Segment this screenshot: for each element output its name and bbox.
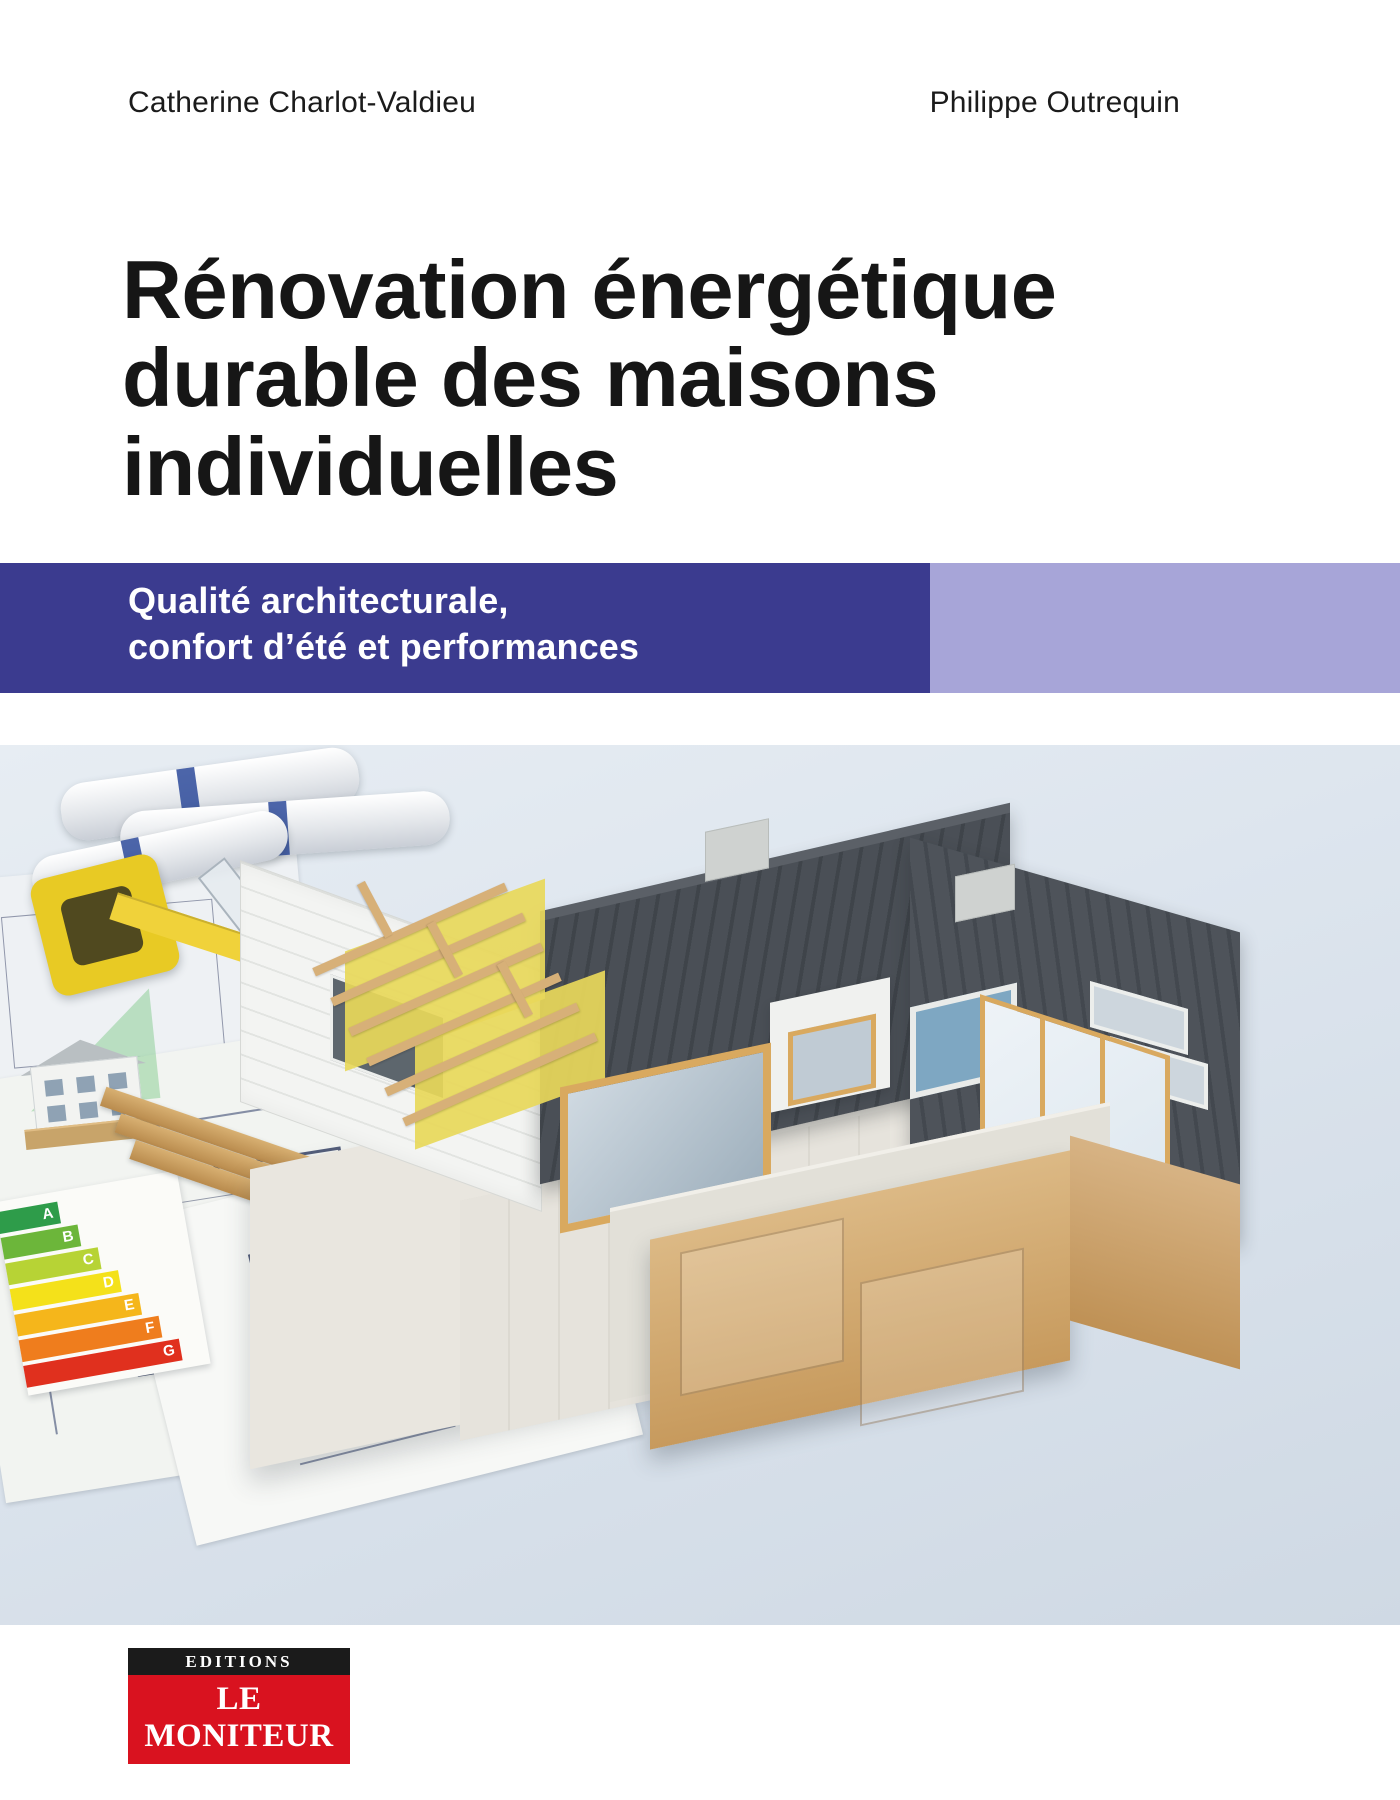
energy-performance-label — [0, 1170, 211, 1395]
publisher-editions-label: EDITIONS — [128, 1648, 350, 1675]
book-subtitle — [128, 578, 988, 670]
publisher-logo — [128, 1648, 350, 1764]
energy-grade-e: E — [14, 1293, 142, 1337]
title-line-3: individuelles — [122, 420, 619, 514]
title-line-2: durable des maisons — [122, 331, 939, 425]
energy-grade-a: A — [0, 1202, 61, 1234]
publisher-name: LE MONITEUR — [128, 1675, 350, 1764]
subtitle-line-1: Qualité architecturale, — [128, 580, 509, 621]
author-name-1: Catherine Charlot-Valdieu — [128, 86, 476, 119]
author-name-2: Philippe Outrequin — [929, 86, 1180, 119]
energy-grade-c: C — [5, 1247, 101, 1285]
title-line-1: Rénovation énergétique — [122, 242, 1057, 336]
cover-photo — [0, 745, 1400, 1625]
subtitle-line-2: confort d’été et performances — [128, 626, 640, 668]
energy-grade-f: F — [19, 1316, 163, 1362]
subtitle-band-light — [930, 563, 1400, 693]
energy-grade-g: G — [23, 1339, 182, 1388]
book-title — [122, 242, 1242, 514]
energy-grade-d: D — [10, 1270, 122, 1311]
cover-photo-scene — [0, 745, 1400, 1625]
energy-grade-b: B — [1, 1224, 82, 1259]
authors-row — [128, 86, 1280, 120]
house-scale-model — [210, 765, 1390, 1465]
